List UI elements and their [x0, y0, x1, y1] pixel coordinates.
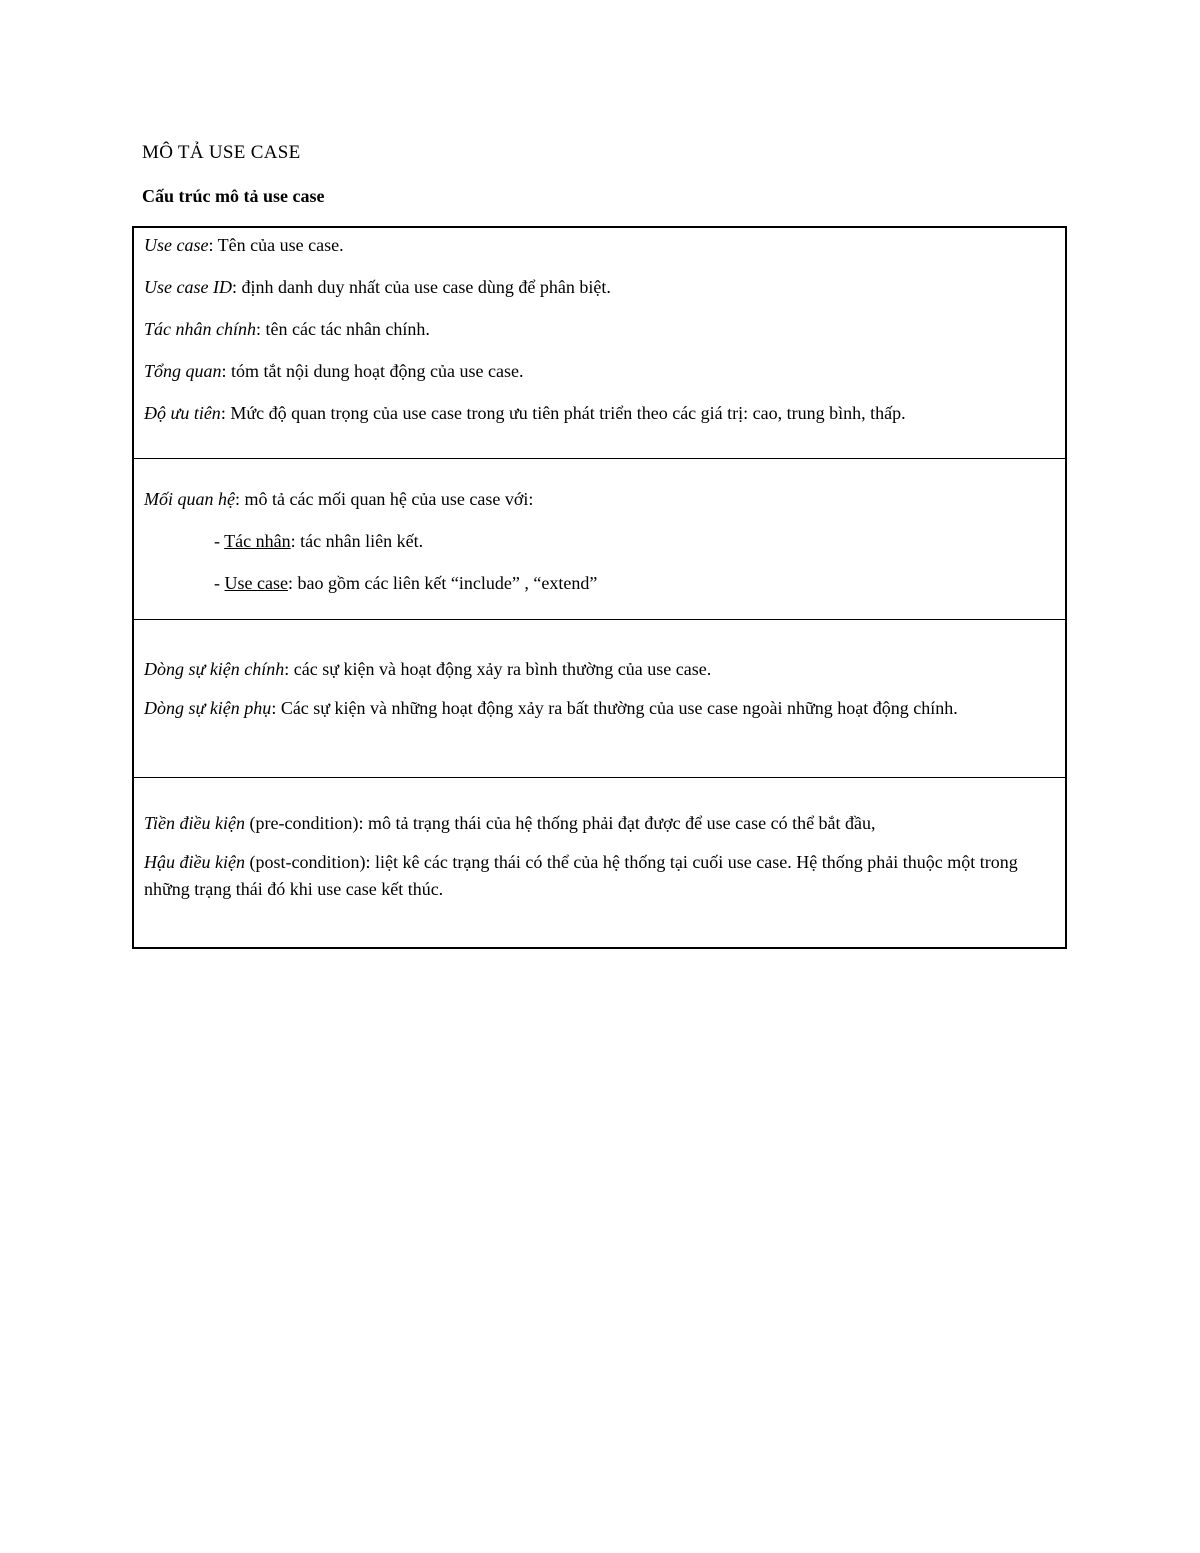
term-label: Dòng sự kiện chính	[144, 659, 285, 679]
relation-description: : tác nhân liên kết.	[290, 531, 424, 551]
conditions-section	[134, 777, 1065, 947]
post-condition-line	[144, 849, 1057, 903]
use-case-structure-table	[132, 226, 1067, 949]
term-label: Hậu điều kiện	[144, 852, 245, 872]
term-label: Tác nhân chính	[144, 319, 256, 339]
term-description: : Tên của use case.	[208, 235, 344, 255]
alternate-flow-line	[144, 695, 1057, 722]
term-label: Tiền điều kiện	[144, 813, 245, 833]
use-case-id-line	[144, 274, 1057, 301]
main-flow-line	[144, 656, 1057, 683]
priority-line	[144, 400, 1057, 427]
overview-line	[144, 358, 1057, 385]
relation-label: Tác nhân	[224, 531, 291, 551]
term-description: (pre-condition): mô tả trạng thái của hệ thống phải đạt được để use case có thể bắt đầu,	[244, 813, 876, 833]
event-flows-section	[134, 619, 1065, 777]
section-heading: Cấu trúc mô tả use case	[142, 186, 325, 206]
bullet-dash: -	[214, 573, 225, 593]
term-description: : Mức độ quan trọng của use case trong ưu tiên phát triển theo các giá trị: cao, trung bình, thấp.	[220, 403, 906, 423]
page-title: MÔ TẢ USE CASE	[142, 142, 301, 163]
term-label: Dòng sự kiện phụ	[144, 698, 272, 718]
term-description: : Các sự kiện và những hoạt động xảy ra bất thường của use case ngoài những hoạt động chính.	[271, 698, 958, 718]
primary-actor-line	[144, 316, 1057, 343]
term-label: Độ ưu tiên	[144, 403, 221, 423]
basic-info-section	[134, 228, 1065, 458]
relations-line	[144, 486, 1057, 513]
term-description: (post-condition): liệt kê các trạng thái có thể của hệ thống tại cuối use case. Hệ thống phải thuộc một trong những trạng thái đó khi use case kết thúc.	[144, 852, 1018, 899]
term-description: : định danh duy nhất của use case dùng để phân biệt.	[231, 277, 611, 297]
term-label: Mối quan hệ	[144, 489, 235, 509]
term-label: Tổng quan	[144, 361, 222, 381]
term-description: : tên các tác nhân chính.	[256, 319, 430, 339]
term-description: : tóm tắt nội dung hoạt động của use case.	[221, 361, 524, 381]
relation-item-actor	[214, 528, 1057, 555]
relation-item-use-case	[214, 570, 1057, 597]
relations-section	[134, 458, 1065, 619]
term-label: Use case	[144, 235, 209, 255]
bullet-dash: -	[214, 531, 225, 551]
pre-condition-line	[144, 810, 1057, 837]
relation-description: : bao gồm các liên kết “include” , “extend”	[287, 573, 598, 593]
term-label: Use case ID	[144, 277, 232, 297]
use-case-name-line	[144, 232, 1057, 259]
term-description: : các sự kiện và hoạt động xảy ra bình thường của use case.	[284, 659, 712, 679]
relation-label: Use case	[224, 573, 288, 593]
term-description: : mô tả các mối quan hệ của use case với:	[234, 489, 534, 509]
